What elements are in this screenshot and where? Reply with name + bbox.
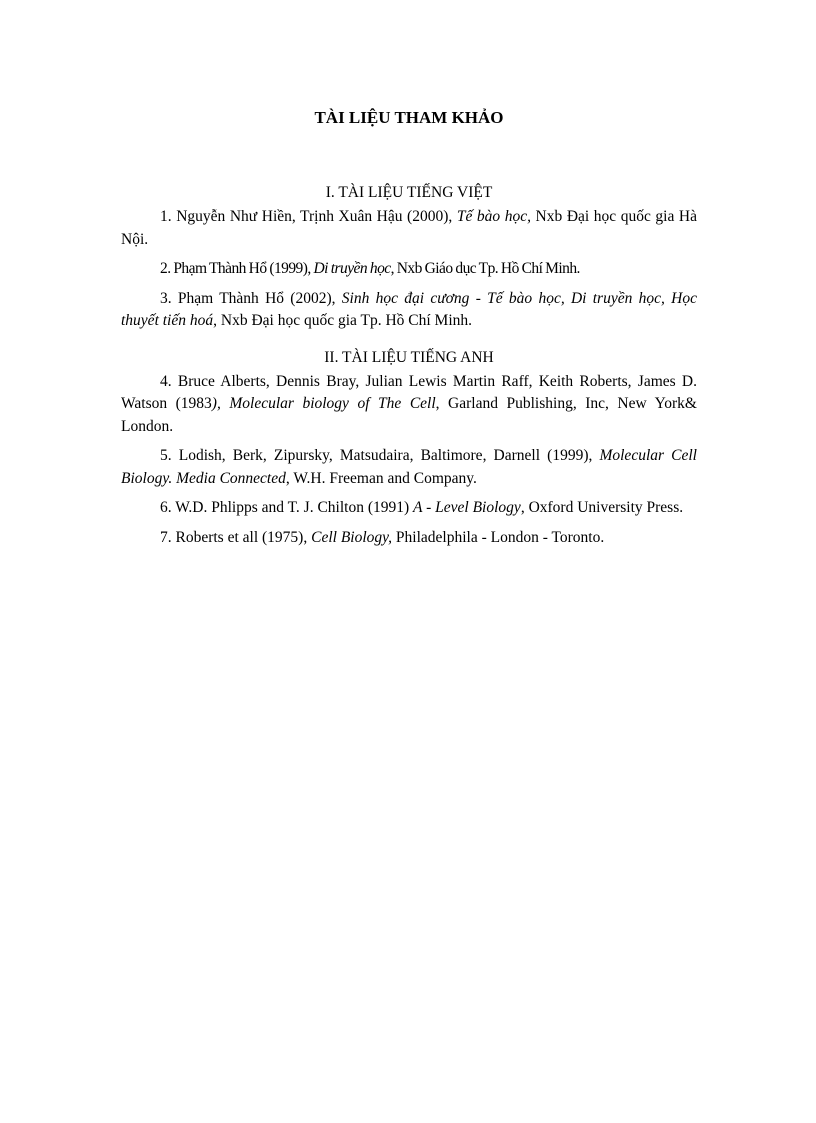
reference-text: 5. Lodish, Berk, Zipursky, Matsudaira, Baltimore, Darnell (1999),	[160, 447, 600, 464]
reference-text: 7. Roberts et all (1975),	[160, 528, 312, 546]
reference-publisher: , Oxford University Press.	[520, 499, 684, 516]
reference-title: Di truyền học	[313, 260, 391, 277]
reference-text: 1. Nguyễn Như Hiền, Trịnh Xuân Hậu (2000),	[160, 208, 457, 225]
reference-publisher: Nxb Đại học quốc gia Hà Nội.	[121, 208, 697, 248]
reference-publisher: , Garland Publishing, Inc, New York& London.	[121, 395, 697, 435]
reference-text: 6. W.D. Phlipps and T. J. Chilton (1991)	[160, 499, 414, 516]
reference-text: 3. Phạm Thành Hổ (2002),	[160, 289, 342, 307]
section-english-references	[121, 347, 697, 550]
reference-title: Molecular Cell Biology. Media Connected	[121, 447, 697, 487]
section-heading: I. TÀI LIỆU TIẾNG VIỆT	[325, 184, 493, 201]
reference-publisher: , Nxb Đại học quốc gia Tp. Hồ Chí Minh.	[213, 312, 473, 329]
section-heading: II. TÀI LIỆU TIẾNG ANH	[324, 348, 494, 366]
page-title: TÀI LIỆU THAM KHẢO	[314, 108, 504, 127]
reference-item	[121, 527, 697, 550]
reference-item	[121, 206, 697, 251]
reference-publisher: , Nxb Giáo dục Tp. Hồ Chí Minh.	[390, 260, 580, 277]
reference-list	[121, 106, 697, 556]
reference-title: Sinh học đại cương - Tế bào học, Di truyền học, Học thuyết tiến hoá	[121, 289, 697, 329]
reference-title: ), Molecular biology of The Cell	[211, 395, 436, 412]
reference-title: Tế bào học,	[456, 208, 531, 225]
reference-item	[121, 371, 697, 439]
reference-text: 4. Bruce Alberts, Dennis Bray, Julian Lewis Martin Raff, Keith Roberts, James D. Watson (1983	[121, 372, 697, 412]
reference-title: A - Level Biology	[413, 499, 521, 516]
reference-title: Cell Biology,	[311, 528, 393, 546]
section-vietnamese-references	[121, 182, 697, 333]
reference-publisher: , W.H. Freeman and Company.	[285, 469, 477, 487]
reference-item	[121, 445, 697, 490]
reference-publisher: Philadelphila - London - Toronto.	[392, 528, 605, 546]
reference-item	[121, 497, 697, 520]
reference-item	[121, 258, 697, 281]
reference-item	[121, 288, 697, 333]
reference-text: 2. Phạm Thành Hổ (1999),	[160, 260, 314, 277]
